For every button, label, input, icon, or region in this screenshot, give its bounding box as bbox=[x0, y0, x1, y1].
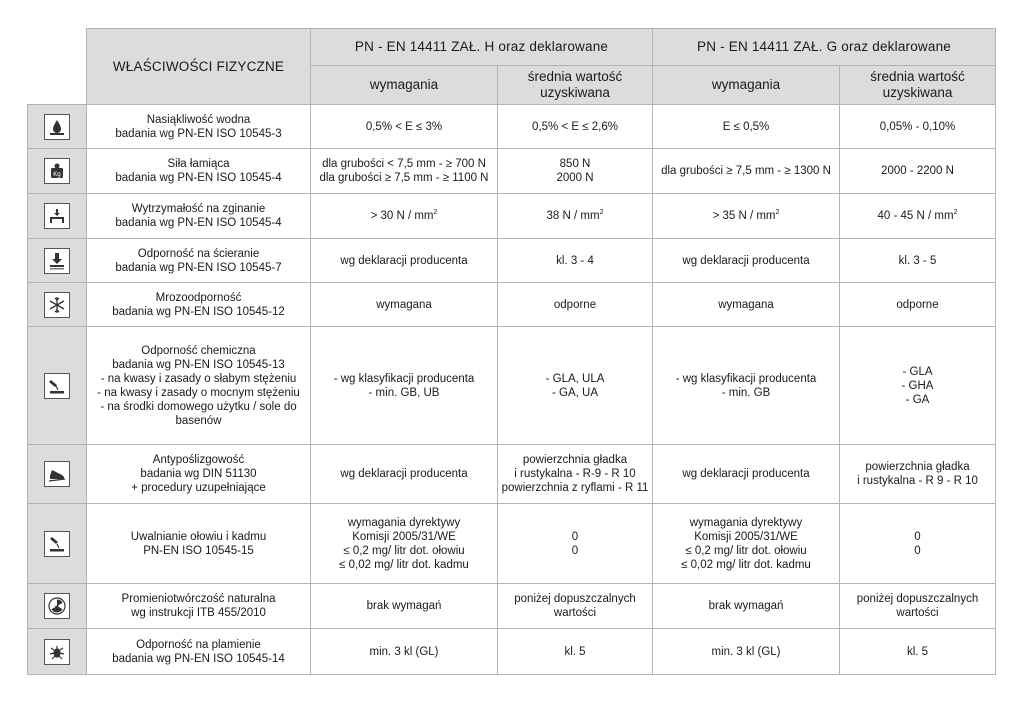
table-row bbox=[28, 445, 996, 504]
cell-line: 0,05% - 0,10% bbox=[879, 120, 956, 133]
cell-line: i rustykalna - R 9 - R 10 bbox=[857, 475, 978, 487]
cell-line: wg deklaracji producenta bbox=[340, 254, 468, 267]
h-requirement-cell bbox=[311, 629, 498, 675]
cell-line: badania wg PN-EN ISO 10545-13 bbox=[112, 358, 285, 371]
cell-line: Antypoślizgowość bbox=[152, 454, 245, 466]
g-average-cell bbox=[840, 283, 996, 327]
cell-line: PN-EN ISO 10545-15 bbox=[143, 544, 254, 557]
cell-line: Wytrzymałość na zginanie bbox=[131, 203, 266, 215]
cell-line: Odporność chemiczna bbox=[141, 344, 256, 357]
cell-line: - na środki domowego użytku / sole do bbox=[100, 400, 297, 413]
cell-line: ≤ 0,2 mg/ litr dot. ołowiu bbox=[343, 544, 465, 557]
property-cell bbox=[87, 584, 311, 629]
table-row bbox=[28, 239, 996, 283]
cell-line: kl. 3 - 4 bbox=[556, 254, 594, 267]
h-requirement-cell bbox=[311, 105, 498, 149]
cell-line: 850 N bbox=[559, 158, 591, 170]
g-requirement-cell bbox=[653, 629, 840, 675]
cell-line: poniżej dopuszczalnych bbox=[856, 593, 979, 605]
property-cell bbox=[87, 239, 311, 283]
cell-line: badania wg PN-EN ISO 10545-4 bbox=[115, 217, 282, 229]
icon-cell bbox=[28, 584, 87, 629]
property-cell bbox=[87, 629, 311, 675]
cell-line: ≤ 0,02 mg/ litr dot. kadmu bbox=[339, 558, 469, 571]
cell-line: badania wg DIN 51130 bbox=[140, 468, 257, 480]
icon-cell bbox=[28, 194, 87, 239]
g-average-cell bbox=[840, 584, 996, 629]
h-average-cell bbox=[498, 239, 653, 283]
cell-line: dla grubości < 7,5 mm - ≥ 700 N bbox=[322, 158, 486, 170]
cell-line: badania wg PN-EN ISO 10545-12 bbox=[112, 305, 285, 318]
g-average-cell bbox=[840, 149, 996, 194]
table-row bbox=[28, 105, 996, 149]
cell-line: ≤ 0,02 mg/ litr dot. kadmu bbox=[681, 558, 811, 571]
cell-line: 40 - 45 N / $mm^2$ bbox=[877, 209, 958, 222]
table-row bbox=[28, 629, 996, 675]
h-average-cell bbox=[498, 629, 653, 675]
bending-strength-icon bbox=[44, 203, 70, 229]
g-requirement-cell bbox=[653, 149, 840, 194]
g-requirement-cell bbox=[653, 194, 840, 239]
cell-line: kl. 5 bbox=[906, 645, 929, 658]
cell-line: - wg klasyfikacji producenta bbox=[675, 372, 817, 385]
h-requirement-cell bbox=[311, 149, 498, 194]
property-cell bbox=[87, 283, 311, 327]
g-requirement-cell bbox=[653, 584, 840, 629]
table-row bbox=[28, 584, 996, 629]
cell-line: Odporność na plamienie bbox=[136, 638, 261, 651]
icon-cell bbox=[28, 105, 87, 149]
cell-line: kl. 5 bbox=[564, 645, 586, 658]
cell-line: i rustykalna - R-9 - R 10 bbox=[514, 468, 636, 480]
g-average-header bbox=[840, 66, 996, 105]
cell-line: - wg klasyfikacji producenta bbox=[333, 372, 475, 385]
g-requirement-cell bbox=[653, 445, 840, 504]
h-average-cell bbox=[498, 194, 653, 239]
cell-line: Komisji 2005/31/WE bbox=[694, 530, 798, 543]
cell-line: dla grubości ≥ 7,5 mm - ≥ 1300 N bbox=[661, 165, 831, 177]
icon-cell bbox=[28, 149, 87, 194]
cell-line: - GA bbox=[905, 393, 930, 406]
cell-line: dla grubości ≥ 7,5 mm - ≥ 1100 N bbox=[319, 172, 489, 184]
cell-line: Siła łamiąca bbox=[167, 158, 230, 170]
property-cell bbox=[87, 149, 311, 194]
cell-line: badania wg PN-EN ISO 10545-4 bbox=[115, 172, 282, 184]
icon-cell bbox=[28, 445, 87, 504]
cell-line: wymagana bbox=[376, 298, 432, 311]
h-requirements-header: wymagania bbox=[311, 66, 498, 105]
icon-cell bbox=[28, 283, 87, 327]
cell-line: min. 3 kl (GL) bbox=[711, 645, 781, 658]
cell-line: - min. GB bbox=[721, 386, 771, 399]
cell-line: Promieniotwórczość naturalna bbox=[121, 593, 276, 605]
average-label-line1: średnia wartość bbox=[870, 69, 965, 84]
cell-line: wg deklaracji producenta bbox=[682, 254, 810, 267]
h-average-cell bbox=[498, 149, 653, 194]
property-cell bbox=[87, 445, 311, 504]
cell-line: 0,5% < E ≤ 2,6% bbox=[532, 120, 618, 133]
icon-cell bbox=[28, 239, 87, 283]
h-requirement-cell bbox=[311, 239, 498, 283]
h-average-cell bbox=[498, 283, 653, 327]
group-h-header: PN - EN 14411 ZAŁ. H oraz deklarowane bbox=[311, 29, 653, 66]
g-requirement-cell bbox=[653, 283, 840, 327]
g-requirement-cell bbox=[653, 239, 840, 283]
table-row bbox=[28, 194, 996, 239]
h-average-header bbox=[498, 66, 653, 105]
cell-line: brak wymagań bbox=[366, 600, 442, 612]
cell-line: 0 bbox=[914, 544, 921, 557]
g-average-cell bbox=[840, 105, 996, 149]
h-requirement-cell bbox=[311, 445, 498, 504]
cell-line: min. 3 kl (GL) bbox=[369, 645, 439, 658]
cell-line: wymagania dyrektywy bbox=[689, 516, 803, 529]
cell-line: Nasiąkliwość wodna bbox=[146, 113, 251, 126]
h-average-cell bbox=[498, 584, 653, 629]
unit-exponent: 2 bbox=[775, 209, 780, 217]
cell-line: basenów bbox=[175, 414, 222, 427]
h-average-cell bbox=[498, 504, 653, 584]
property-cell bbox=[87, 194, 311, 239]
g-average-cell bbox=[840, 629, 996, 675]
cell-line: wg instrukcji ITB 455/2010 bbox=[131, 607, 266, 619]
g-average-cell bbox=[840, 194, 996, 239]
g-average-cell bbox=[840, 327, 996, 445]
h-average-cell bbox=[498, 327, 653, 445]
cell-line: E ≤ 0,5% bbox=[722, 120, 770, 133]
water-drop-icon bbox=[44, 114, 70, 140]
corner-cell bbox=[28, 29, 87, 105]
h-requirement-cell bbox=[311, 584, 498, 629]
icon-cell bbox=[28, 327, 87, 445]
unit-exponent: 2 bbox=[433, 209, 438, 217]
cell-line: badania wg PN-EN ISO 10545-7 bbox=[115, 261, 282, 274]
g-requirement-cell bbox=[653, 504, 840, 584]
cell-line: 0 bbox=[571, 544, 579, 557]
table-row bbox=[28, 283, 996, 327]
table-row bbox=[28, 504, 996, 584]
cell-line: - GLA, ULA bbox=[545, 372, 605, 385]
property-cell bbox=[87, 504, 311, 584]
stain-resistance-icon bbox=[44, 639, 70, 665]
h-requirement-cell bbox=[311, 327, 498, 445]
cell-line: brak wymagań bbox=[708, 600, 784, 612]
g-average-cell bbox=[840, 504, 996, 584]
cell-line: - GHA bbox=[901, 379, 934, 392]
cell-line: powierzchnia z ryflami - R 11 bbox=[501, 482, 649, 494]
cell-line: + procedury uzupełniające bbox=[131, 482, 266, 494]
cell-line: powierzchnia gładka bbox=[522, 454, 628, 466]
svg-text:Kg: Kg bbox=[53, 171, 61, 178]
cell-line: Odporność na ścieranie bbox=[137, 247, 260, 260]
cell-line: wartości bbox=[553, 607, 597, 619]
h-requirement-cell bbox=[311, 283, 498, 327]
g-requirements-header: wymagania bbox=[653, 66, 840, 105]
abrasion-resistance-icon bbox=[44, 248, 70, 274]
cell-line: 0,5% < E ≤ 3% bbox=[365, 120, 443, 133]
cell-line: badania wg PN-EN ISO 10545-14 bbox=[112, 652, 285, 665]
cell-line: wartości bbox=[896, 607, 939, 619]
cell-line: wymagana bbox=[718, 298, 774, 311]
g-requirement-cell bbox=[653, 105, 840, 149]
h-average-cell bbox=[498, 105, 653, 149]
cell-line: ≤ 0,2 mg/ litr dot. ołowiu bbox=[685, 544, 807, 557]
cell-line: Uwalnianie ołowiu i kadmu bbox=[130, 530, 267, 543]
snowflake-icon bbox=[44, 292, 70, 318]
cell-line: odporne bbox=[553, 298, 597, 311]
chemical-pour-icon bbox=[44, 373, 70, 399]
cell-line: > 35 N / $mm^2$ bbox=[712, 209, 780, 222]
shoe-slip-icon bbox=[44, 461, 70, 487]
table-row bbox=[28, 327, 996, 445]
radiation-icon bbox=[44, 593, 70, 619]
table-body bbox=[28, 105, 996, 675]
weight-kg-icon bbox=[44, 158, 70, 184]
group-g-header: PN - EN 14411 ZAŁ. G oraz deklarowane bbox=[653, 29, 996, 66]
unit-exponent: 2 bbox=[953, 209, 958, 217]
cell-line: Komisji 2005/31/WE bbox=[352, 530, 456, 543]
cell-line: badania wg PN-EN ISO 10545-3 bbox=[115, 127, 282, 140]
cell-line: - min. GB, UB bbox=[368, 386, 440, 399]
lead-cadmium-release-icon bbox=[44, 531, 70, 557]
cell-line: poniżej dopuszczalnych bbox=[514, 593, 636, 605]
average-label-line1: średnia wartość bbox=[527, 69, 623, 84]
cell-line: odporne bbox=[896, 298, 939, 311]
properties-header: WŁAŚCIWOŚCI FIZYCZNE bbox=[87, 29, 311, 105]
g-average-cell bbox=[840, 445, 996, 504]
g-requirement-cell bbox=[653, 327, 840, 445]
cell-line: wg deklaracji producenta bbox=[340, 468, 468, 480]
average-label-line2: uzyskiwana bbox=[882, 85, 953, 100]
table-row bbox=[28, 149, 996, 194]
cell-line: 2000 N bbox=[556, 172, 594, 184]
cell-line: wg deklaracji producenta bbox=[682, 468, 810, 480]
cell-line: kl. 3 - 5 bbox=[898, 254, 937, 267]
cell-line: 0 bbox=[571, 530, 579, 543]
cell-line: - GA, UA bbox=[551, 386, 598, 399]
property-cell bbox=[87, 105, 311, 149]
cell-line: powierzchnia gładka bbox=[865, 461, 970, 473]
cell-line: - na kwasy i zasady o słabym stężeniu bbox=[100, 372, 297, 385]
cell-line: 38 N / $mm^2$ bbox=[546, 209, 604, 222]
h-average-cell bbox=[498, 445, 653, 504]
cell-line: 0 bbox=[914, 530, 921, 543]
cell-line: > 30 N / $mm^2$ bbox=[370, 209, 438, 222]
g-average-cell bbox=[840, 239, 996, 283]
physical-properties-table bbox=[27, 28, 996, 675]
h-requirement-cell bbox=[311, 194, 498, 239]
cell-line: - GLA bbox=[902, 365, 933, 378]
cell-line: wymagania dyrektywy bbox=[347, 516, 461, 529]
cell-line: - na kwasy i zasady o mocnym stężeniu bbox=[97, 386, 300, 399]
icon-cell bbox=[28, 629, 87, 675]
cell-line: 2000 - 2200 N bbox=[881, 165, 954, 177]
property-cell bbox=[87, 327, 311, 445]
cell-line: Mrozoodporność bbox=[155, 291, 242, 304]
unit-exponent: 2 bbox=[599, 209, 604, 217]
average-label-line2: uzyskiwana bbox=[540, 85, 610, 100]
h-requirement-cell bbox=[311, 504, 498, 584]
icon-cell bbox=[28, 504, 87, 584]
